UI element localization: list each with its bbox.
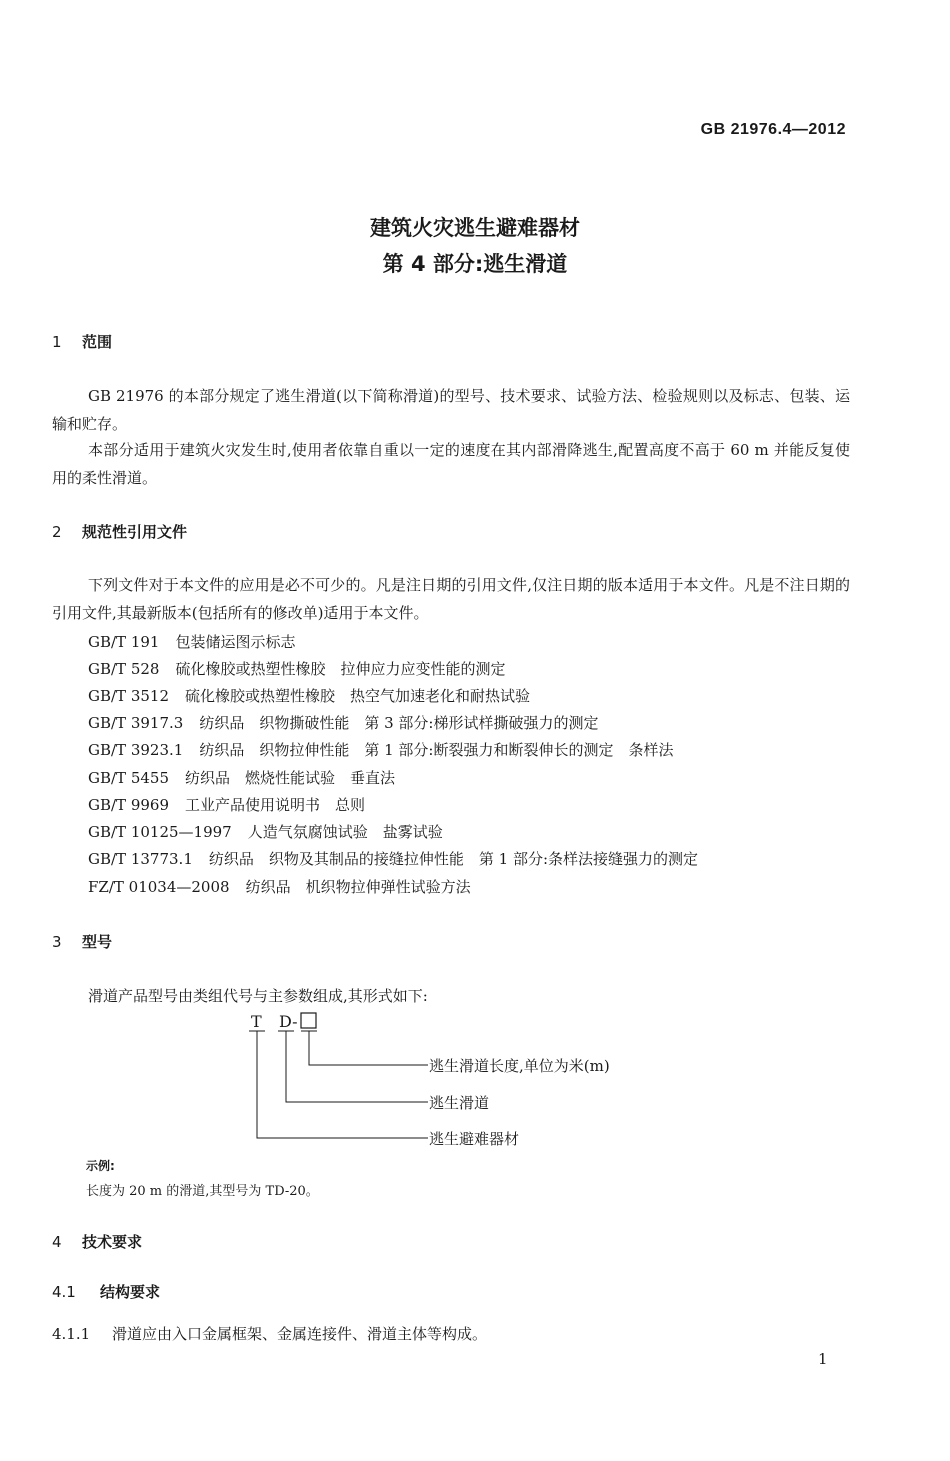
standard-number: GB 21976.4—2012	[700, 121, 846, 138]
section-number: 4.1	[52, 1283, 76, 1301]
section-number: 4	[52, 1233, 62, 1251]
reference-item: GB/T 3923.1 纺织品 织物拉伸性能 第 1 部分:断裂强力和断裂伸长的测定 条样法	[88, 741, 674, 759]
section-number: 1	[52, 333, 62, 351]
reference-item: GB/T 13773.1 纺织品 织物及其制品的接缝拉伸性能 第 1 部分:条样法接缝强力的测定	[88, 850, 699, 868]
reference-item: GB/T 9969 工业产品使用说明书 总则	[88, 796, 366, 814]
section-3-heading	[52, 931, 112, 952]
section-number: 3	[52, 933, 62, 951]
section-title: 技术要求	[82, 1233, 143, 1251]
model-code-d: D-	[279, 1012, 298, 1031]
example-text: 长度为 20 m 的滑道,其型号为 TD-20。	[86, 1184, 319, 1199]
section-1-heading	[52, 331, 112, 352]
leader-line-length	[309, 1031, 428, 1065]
reference-item: GB/T 3512 硫化橡胶或热塑性橡胶 热空气加速老化和耐热试验	[88, 687, 531, 705]
diagram-label-slide: 逃生滑道	[429, 1094, 490, 1112]
model-number-diagram	[245, 1005, 695, 1160]
document-title-line2: 第 4 部分:逃生滑道	[382, 252, 568, 276]
clause-text: 滑道应由入口金属框架、金属连接件、滑道主体等构成。	[112, 1325, 488, 1343]
section-4-1-heading	[52, 1281, 160, 1302]
section-2-heading	[52, 521, 187, 542]
page-number: 1	[818, 1350, 828, 1368]
reference-item: GB/T 3917.3 纺织品 织物撕破性能 第 3 部分:梯形试样撕破强力的测定	[88, 714, 599, 732]
reference-item: GB/T 10125—1997 人造气氛腐蚀试验 盐雾试验	[88, 823, 443, 841]
model-code-t: T	[251, 1012, 262, 1031]
example-heading: 示例:	[86, 1159, 115, 1173]
section-title: 规范性引用文件	[82, 523, 188, 541]
section-1-paragraph-2: 本部分适用于建筑火灾发生时,使用者依靠自重以一定的速度在其内部滑降逃生,配置高度不高于 60 m 并能反复使用的柔性滑道。	[52, 441, 850, 487]
section-3-paragraph-1: 滑道产品型号由类组代号与主参数组成,其形式如下:	[88, 987, 428, 1005]
document-title-line1: 建筑火灾逃生避难器材	[370, 216, 580, 240]
section-2-paragraph-1: 下列文件对于本文件的应用是必不可少的。凡是注日期的引用文件,仅注日期的版本适用于本文件。凡是不注日期的引用文件,其最新版本(包括所有的修改单)适用于本文件。	[52, 576, 850, 622]
reference-item: GB/T 191 包装储运图示标志	[88, 633, 296, 651]
leader-line-equipment	[257, 1031, 428, 1138]
reference-item: GB/T 528 硫化橡胶或热塑性橡胶 拉伸应力应变性能的测定	[88, 660, 506, 678]
reference-item: GB/T 5455 纺织品 燃烧性能试验 垂直法	[88, 769, 396, 787]
section-1-paragraph-1: GB 21976 的本部分规定了逃生滑道(以下简称滑道)的型号、技术要求、试验方法、检验规则以及标志、包装、运输和贮存。	[52, 387, 850, 433]
leader-line-slide	[286, 1031, 428, 1102]
model-parameter-box	[301, 1013, 316, 1028]
clause-4-1-1	[52, 1323, 487, 1344]
section-title: 范围	[82, 333, 113, 351]
diagram-label-length: 逃生滑道长度,单位为米(m)	[429, 1057, 610, 1075]
section-number: 2	[52, 523, 62, 541]
reference-item: FZ/T 01034—2008 纺织品 机织物拉伸弹性试验方法	[88, 878, 471, 896]
clause-number: 4.1.1	[52, 1325, 91, 1343]
section-4-heading	[52, 1231, 142, 1252]
diagram-label-equipment: 逃生避难器材	[429, 1130, 520, 1148]
section-title: 结构要求	[100, 1283, 161, 1301]
section-title: 型号	[82, 933, 113, 951]
